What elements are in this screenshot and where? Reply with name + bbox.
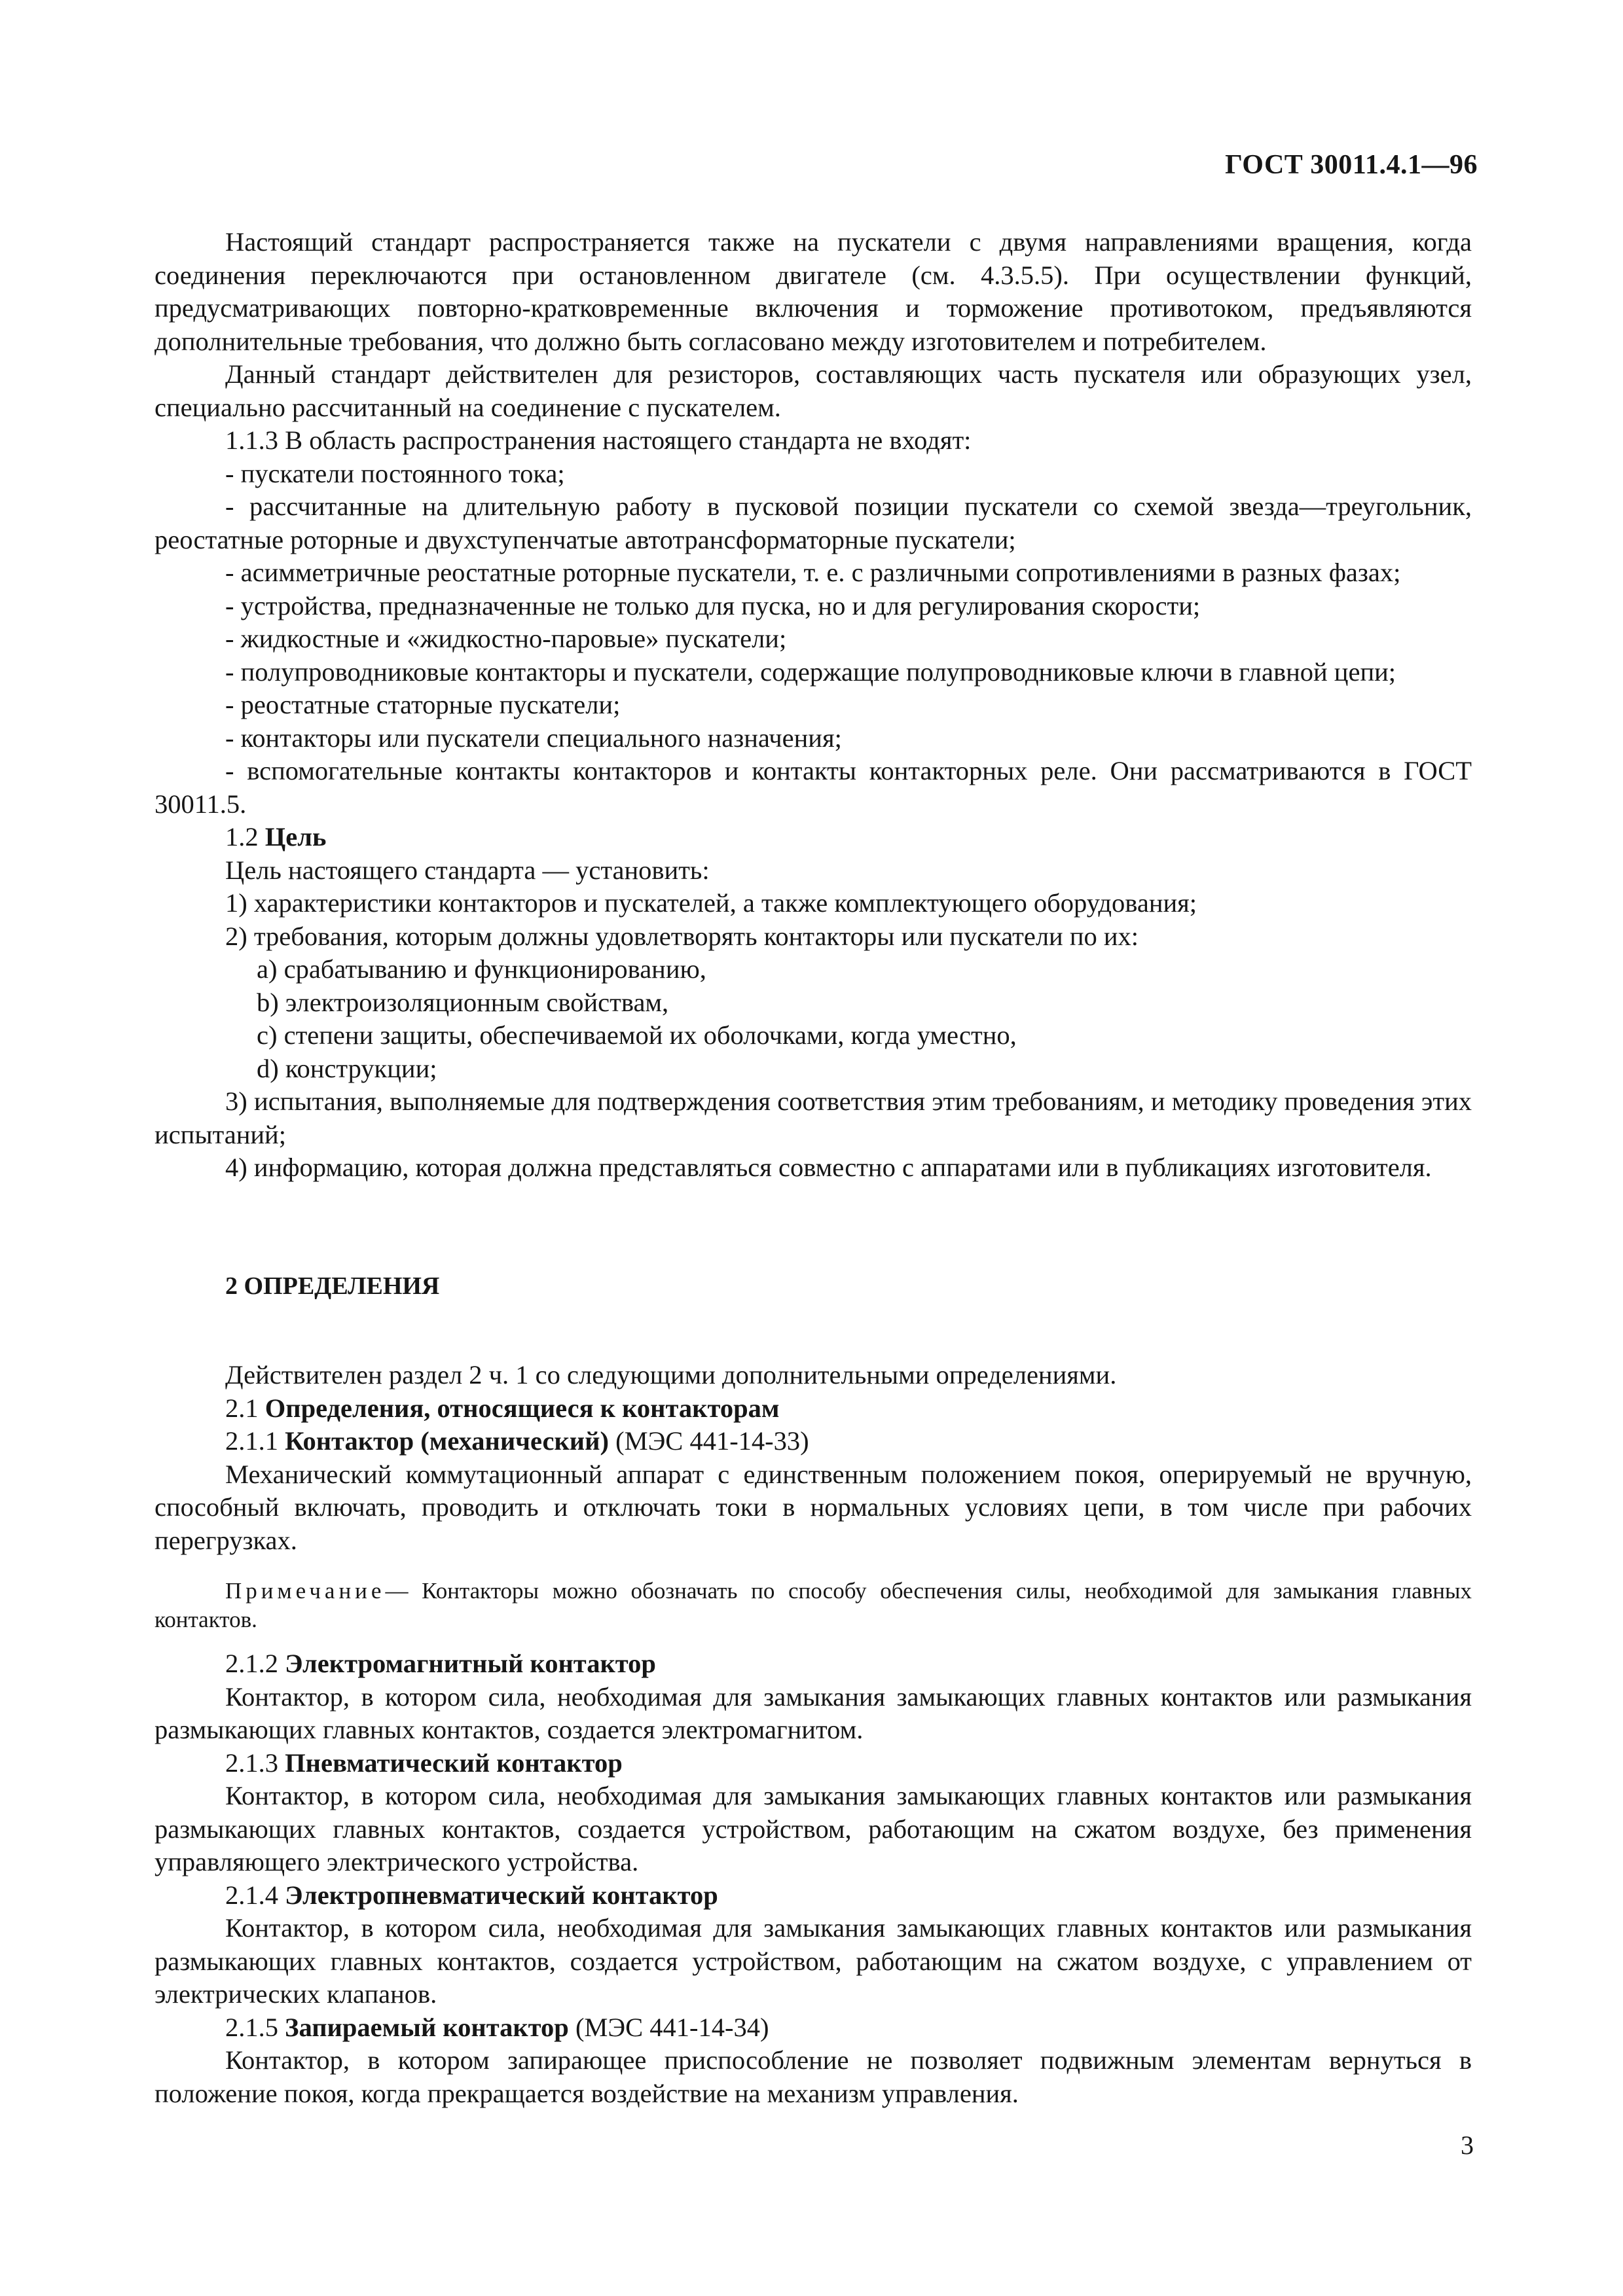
clause-number: 1.2 — [225, 822, 259, 852]
purpose-item: 4) информацию, которая должна представляться совместно с аппаратами или в публикациях изготовителя. — [225, 1153, 1432, 1182]
note-text: — Контакторы можно обозначать по способу обеспечения силы, необходимой для замыкания главных контактов. — [155, 1578, 1472, 1632]
clause-title: Цель — [264, 822, 327, 852]
section-2-title: 2 ОПРЕДЕЛЕНИЯ — [225, 1272, 440, 1300]
exclusion-item: - реостатные статорные пускатели; — [225, 690, 621, 719]
clause-title: Запираемый контактор — [285, 2012, 569, 2042]
iec-reference: (МЭС 441-14-34) — [575, 2012, 769, 2042]
clause-2-1-1-heading — [155, 1425, 1472, 1458]
page-content — [155, 226, 1472, 2110]
clause-title: Пневматический контактор — [285, 1748, 623, 1778]
clause-number: 2.1.5 — [225, 2012, 278, 2042]
exclusion-item: - устройства, предназначенные не только для пуска, но и для регулирования скорости; — [225, 590, 1201, 620]
document-code-header: ГОСТ 30011.4.1—96 — [1225, 150, 1478, 180]
clause-number: 2.1 — [225, 1393, 259, 1423]
purpose-item: 3) испытания, выполняемые для подтверждения соответствия этим требованиям, и методику проведения этих испытаний; — [155, 1086, 1472, 1149]
purpose-subitem: b) электроизоляционным свойствам, — [257, 987, 669, 1017]
clause-number: 2.1.4 — [225, 1880, 278, 1910]
clause-number: 2.1.3 — [225, 1748, 278, 1778]
purpose-subitem: a) срабатыванию и функционированию, — [257, 954, 706, 984]
clause-number: 2.1.2 — [225, 1649, 278, 1678]
purpose-item: 2) требования, которым должны удовлетворять контакторы или пускатели по их: — [225, 921, 1139, 951]
definition-text: Механический коммутационный аппарат с единственным положением покоя, оперируемый не вручную, способный включать, проводить и отключать токи в нормальных условиях цепи, в том числе при рабочих перегрузках. — [155, 1459, 1472, 1555]
clause-2-1-3-heading — [155, 1747, 1472, 1780]
note — [155, 1577, 1472, 1634]
clause-1-2-heading — [155, 821, 1472, 854]
clause-number: 2.1.1 — [225, 1426, 278, 1456]
scope-paragraph: Данный стандарт действителен для резисторов, составляющих часть пускателя или образующих узел, специально рассчитанный на соединение с пускателем. — [155, 359, 1472, 422]
purpose-intro: Цель настоящего стандарта — установить: — [225, 855, 710, 885]
clause-2-1-heading — [155, 1392, 1472, 1426]
exclusion-item: - вспомогательные контакты контакторов и контакты контакторных реле. Они рассматриваются в ГОСТ 30011.5. — [155, 756, 1472, 819]
clause-title: Электромагнитный контактор — [285, 1649, 656, 1678]
exclusion-item: - рассчитанные на длительную работу в пусковой позиции пускатели со схемой звезда—треугольник, реостатные роторные и двухступенчатые автотрансформаторные пускатели; — [155, 492, 1472, 554]
clause-1-1-3: 1.1.3 В область распространения настоящего стандарта не входят: — [225, 425, 972, 455]
definition-text: Контактор, в котором сила, необходимая для замыкания замыкающих главных контактов или размыкания размыкающих главных контактов, создается устройством, работающим на сжатом воздухе, с управлением от электрических клапанов. — [155, 1913, 1472, 2009]
exclusion-item: - контакторы или пускатели специального назначения; — [225, 723, 842, 753]
clause-2-1-4-heading — [155, 1879, 1472, 1912]
page-number: 3 — [1461, 2130, 1474, 2160]
iec-reference: (МЭС 441-14-33) — [615, 1426, 809, 1456]
note-label: Примечание — [225, 1578, 386, 1604]
clause-title: Электропневматический контактор — [285, 1880, 718, 1910]
exclusion-item: - асимметричные реостатные роторные пускатели, т. е. с различными сопротивлениями в разных фазах; — [225, 558, 1401, 587]
definition-text: Контактор, в котором сила, необходимая для замыкания замыкающих главных контактов или размыкания размыкающих главных контактов, создается устройством, работающим на сжатом воздухе, без применения управляющего электрического устройства. — [155, 1781, 1472, 1876]
exclusion-item: - пускатели постоянного тока; — [225, 458, 565, 488]
clause-title: Определения, относящиеся к контакторам — [264, 1393, 780, 1423]
clause-2-1-2-heading — [155, 1647, 1472, 1681]
definition-text: Контактор, в котором запирающее приспособление не позволяет подвижным элементам вернуться в положение покоя, когда прекращается воздействие на механизм управления. — [155, 2045, 1472, 2108]
purpose-subitem: d) конструкции; — [257, 1053, 437, 1083]
section-2-intro: Действителен раздел 2 ч. 1 со следующими дополнительными определениями. — [225, 1360, 1117, 1390]
exclusion-item: - жидкостные и «жидкостно-паровые» пускатели; — [225, 624, 787, 653]
definition-text: Контактор, в котором сила, необходимая для замыкания замыкающих главных контактов или размыкания размыкающих главных контактов, создается электромагнитом. — [155, 1681, 1472, 1744]
scope-paragraph: Настоящий стандарт распространяется также на пускатели с двумя направлениями вращения, когда соединения переключаются при остановленном двигателе (см. 4.3.5.5). При осуществлении функций, предусматривающих повторно-кратковременные включения и торможение противотоком, предъявляются дополнительные требования, что должно быть согласовано между изготовителем и потребителем. — [155, 227, 1472, 356]
exclusion-item: - полупроводниковые контакторы и пускатели, содержащие полупроводниковые ключи в главной цепи; — [225, 656, 1396, 687]
clause-title: Контактор (механический) — [285, 1426, 609, 1456]
clause-2-1-5-heading — [155, 2011, 1472, 2045]
purpose-item: 1) характеристики контакторов и пускателей, а также комплектующего оборудования; — [225, 888, 1197, 918]
purpose-subitem: c) степени защиты, обеспечиваемой их оболочками, когда уместно, — [257, 1020, 1017, 1050]
